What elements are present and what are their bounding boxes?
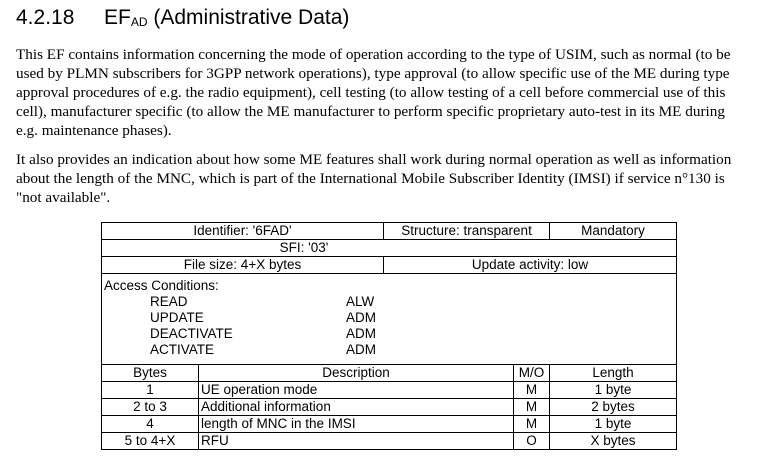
cell-description: length of MNC in the IMSI	[199, 416, 514, 433]
access-row	[104, 326, 674, 342]
cell-length: 1 byte	[550, 382, 677, 399]
description-paragraph-2: It also provides an indication about how some ME features shall work during normal operation as well as information about the length of the MNC, which is part of the International Mobile Subscriber Identity (IMSI) if service n°130 is "not available".	[16, 151, 732, 206]
access-op: READ	[150, 294, 188, 309]
description-paragraph-1: This EF contains information concerning the mode of operation according to the type of USIM, such as normal (to be used by PLMN subscribers for 3GPP network operations), type approval (to allow specific use of the ME during type approval procedures of e.g. the radio equipment), cell testing (to allow testing of a cell before commercial use of this cell), manufacturer specific (to allow the ME manufacturer to perform specific proprietary auto-test in its ME during e.g. maintenance phases).	[16, 46, 731, 139]
update-activity-cell: Update activity: low	[384, 257, 677, 274]
cell-bytes: 5 to 4+X	[102, 433, 199, 450]
identifier-cell: Identifier: '6FAD'	[102, 223, 384, 240]
access-cond: ADM	[346, 326, 376, 341]
header-length: Length	[550, 365, 677, 382]
table-header-row	[102, 365, 677, 382]
table-row	[102, 223, 677, 240]
access-cond: ADM	[346, 310, 376, 325]
cell-length: 1 byte	[550, 416, 677, 433]
header-bytes: Bytes	[102, 365, 199, 382]
title-ef: EF	[104, 6, 131, 29]
cell-description: RFU	[199, 433, 514, 450]
access-cond: ALW	[346, 294, 375, 309]
table-row	[102, 274, 677, 365]
cell-length: 2 bytes	[550, 399, 677, 416]
access-row	[104, 342, 674, 358]
cell-bytes: 2 to 3	[102, 399, 199, 416]
cell-bytes: 4	[102, 416, 199, 433]
header-mo: M/O	[514, 365, 550, 382]
table-row	[102, 382, 677, 399]
access-conditions-title: Access Conditions:	[104, 278, 219, 293]
cell-description: Additional information	[199, 399, 514, 416]
table-row	[102, 433, 677, 450]
section-number: 4.2.18	[16, 6, 75, 29]
access-cond: ADM	[346, 342, 376, 357]
cell-bytes: 1	[102, 382, 199, 399]
cell-mo: O	[514, 433, 550, 450]
title-subscript: AD	[130, 15, 148, 29]
header-description: Description	[199, 365, 514, 382]
access-op: DEACTIVATE	[150, 326, 233, 341]
access-conditions-cell	[102, 274, 677, 365]
table-row	[102, 399, 677, 416]
access-row	[104, 310, 674, 326]
access-row	[104, 294, 674, 310]
table-row	[102, 416, 677, 433]
ef-structure-table	[101, 222, 677, 450]
structure-cell: Structure: transparent	[384, 223, 550, 240]
mandatory-cell: Mandatory	[550, 223, 677, 240]
file-size-cell: File size: 4+X bytes	[102, 257, 384, 274]
cell-mo: M	[514, 399, 550, 416]
access-op: UPDATE	[150, 310, 204, 325]
table-row	[102, 257, 677, 274]
table-row	[102, 240, 677, 257]
cell-mo: M	[514, 416, 550, 433]
access-op: ACTIVATE	[150, 342, 215, 357]
cell-mo: M	[514, 382, 550, 399]
title-rest: (Administrative Data)	[147, 6, 350, 29]
cell-length: X bytes	[550, 433, 677, 450]
cell-description: UE operation mode	[199, 382, 514, 399]
section-heading	[16, 6, 349, 30]
sfi-cell: SFI: '03'	[102, 240, 677, 257]
